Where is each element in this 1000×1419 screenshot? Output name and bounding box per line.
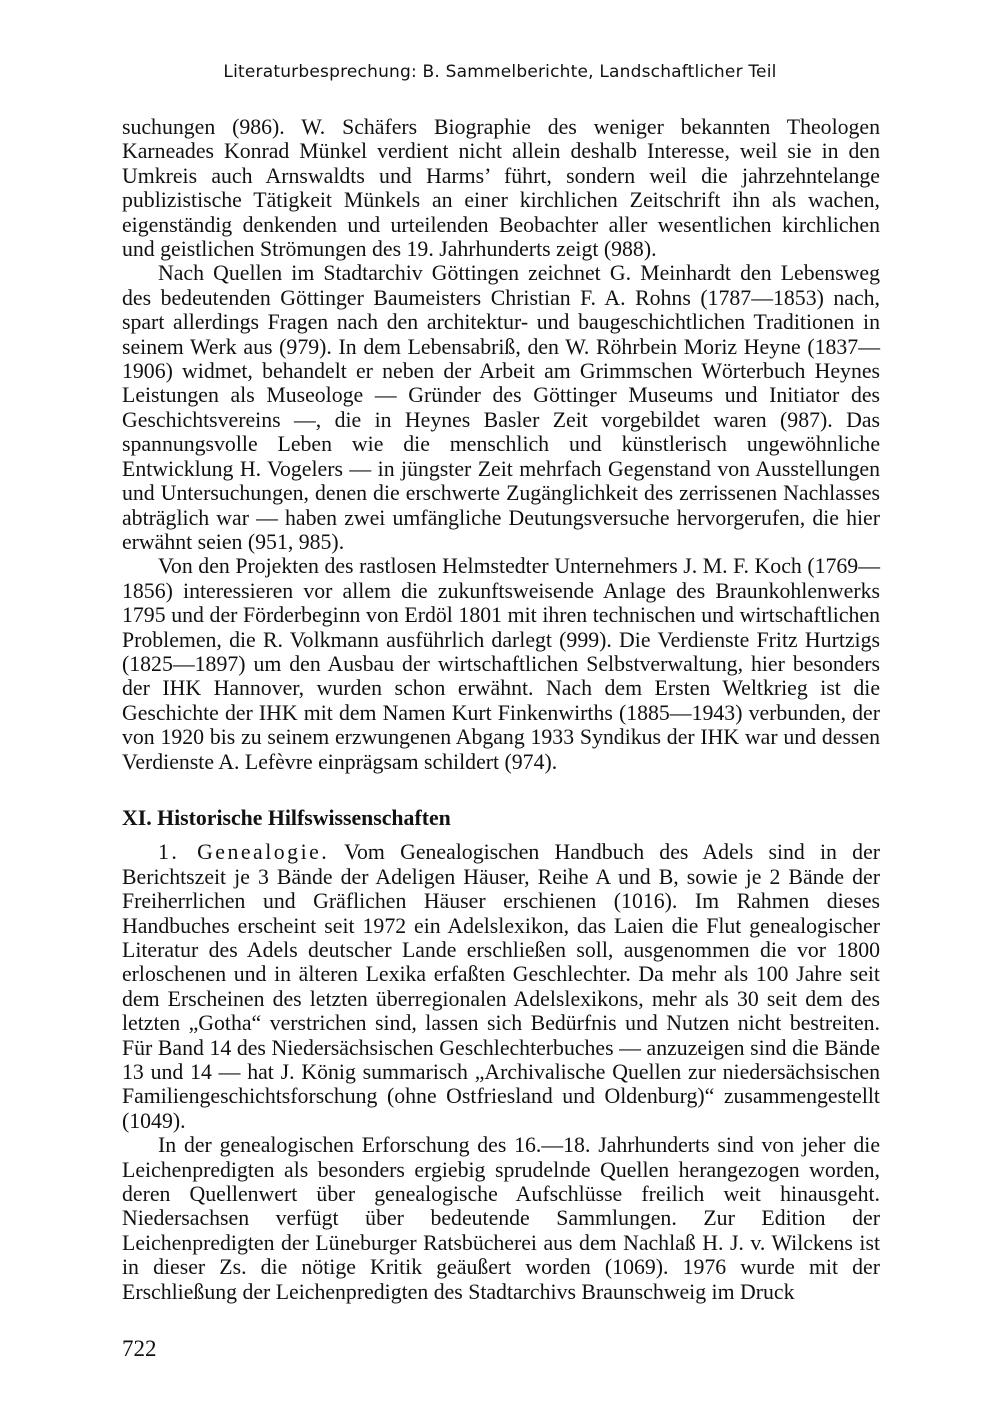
paragraph: In der genealogischen Erforschung des 16.—18. Jahrhunderts sind von jeher die Leichenpredigten als besonders ergiebig sprudelnde Quellen herangezogen worden, deren Quellenwert über genealogische Aufschlüsse freilich weit hinausgeht. Niedersachsen verfügt über bedeutende Sammlungen. Zur Edition der Leichenpredigten der Lüneburger Ratsbücherei aus dem Nachlaß H. J. v. Wilckens ist in dieser Zs. die nötige Kritik geäußert worden (1069). 1976 wurde mit der Erschließung der Leichenpredigten des Stadtarchivs Braunschweig im Druck	[122, 1133, 880, 1304]
paragraph-genealogy	[122, 840, 880, 1133]
page-number: 722	[122, 1336, 157, 1361]
paragraph: Nach Quellen im Stadtarchiv Göttingen zeichnet G. Meinhardt den Lebensweg des bedeutenden Göttinger Baumeisters Christian F. A. Rohns (1787—1853) nach, spart allerdings Fragen nach den architektur- und baugeschichtlichen Traditionen in seinem Werk aus (979). In dem Lebensabriß, den W. Röhrbein Moriz Heyne (1837—1906) widmet, behandelt er neben der Arbeit am Grimmschen Wörterbuch Heynes Leistungen als Museologe — Gründer des Göttinger Museums und Initiator des Geschichtsvereins —, die in Heynes Basler Zeit vorgebildet waren (987). Das spannungsvolle Leben wie die menschlich und künstlerisch ungewöhnliche Entwicklung H. Vogelers — in jüngster Zeit mehrfach Gegenstand von Ausstellungen und Untersuchungen, denen die erschwerte Zugänglichkeit des zerrissenen Nachlasses abträglich war — haben zwei umfängliche Deutungsversuche hervorgerufen, die hier erwähnt seien (951, 985).	[122, 261, 880, 554]
paragraph: suchungen (986). W. Schäfers Biographie des weniger bekannten Theologen Karneades Konrad Münkel verdient nicht allein deshalb Interesse, weil sie in den Umkreis auch Arnswaldts und Harms’ führt, sondern weil die jahrzehntelange publizistische Tätigkeit Münkels an einer kirchlichen Zeitschrift ihn als wachen, eigenständig denkenden und urteilenden Beobachter aller wesentlichen kirchlichen und geistlichen Strömungen des 19. Jahrhunderts zeigt (988).	[122, 115, 880, 262]
running-head: Literaturbesprechung: B. Sammelberichte, Landschaftlicher Teil	[223, 62, 777, 82]
genealogy-text: Vom Genealogischen Handbuch des Adels sind in der Berichtszeit je 3 Bände der Adeligen Häuser, Reihe A und B, sowie je 2 Bände der Freiherrlichen und Gräflichen Häuser erschienen (1016). Im Rahmen dieses Handbuches erscheint seit 1972 ein Adelslexikon, das Laien die Flut genealogischer Literatur des Adels deutscher Lande erschließen soll, ausgenommen die vor 1800 erloschenen und in älteren Lexika erfaßten Geschlechter. Da mehr als 100 Jahre seit dem Erscheinen des letzten überregionalen Adelslexikons, mehr als 30 seit dem des letzten „Gotha“ verstrichen sind, lassen sich Bedürfnis und Nutzen nicht bestreiten. Für Band 14 des Niedersächsischen Geschlechterbuches — anzuzeigen sind die Bände 13 und 14 — hat J. König summarisch „Archivalische Quellen zur niedersächsischen Familiengeschichtsforschung (ohne Ostfriesland und Oldenburg)“ zusammengestellt (1049).	[122, 840, 880, 1133]
genealogy-label: 1. Genealogie.	[158, 840, 330, 865]
paragraph: Von den Projekten des rastlosen Helmstedter Unternehmers J. M. F. Koch (1769—1856) interessieren vor allem die zukunftsweisende Anlage des Braunkohlenwerks 1795 und der Förderbeginn von Erdöl 1801 mit ihren technischen und wirtschaftlichen Problemen, die R. Volkmann ausführlich darlegt (999). Die Verdienste Fritz Hurtzigs (1825—1897) um den Ausbau der wirtschaftlichen Selbstverwaltung, hier besonders der IHK Hannover, wurden schon erwähnt. Nach dem Ersten Weltkrieg ist die Geschichte der IHK mit dem Namen Kurt Finkenwirths (1885—1943) verbunden, der von 1920 bis zu seinem erzwungenen Abgang 1933 Syndikus der IHK war und dessen Verdienste A. Lefèvre einprägsam schildert (974).	[122, 554, 880, 774]
section-heading: XI. Historische Hilfswissenschaften	[122, 805, 451, 830]
body-text	[122, 115, 880, 1304]
